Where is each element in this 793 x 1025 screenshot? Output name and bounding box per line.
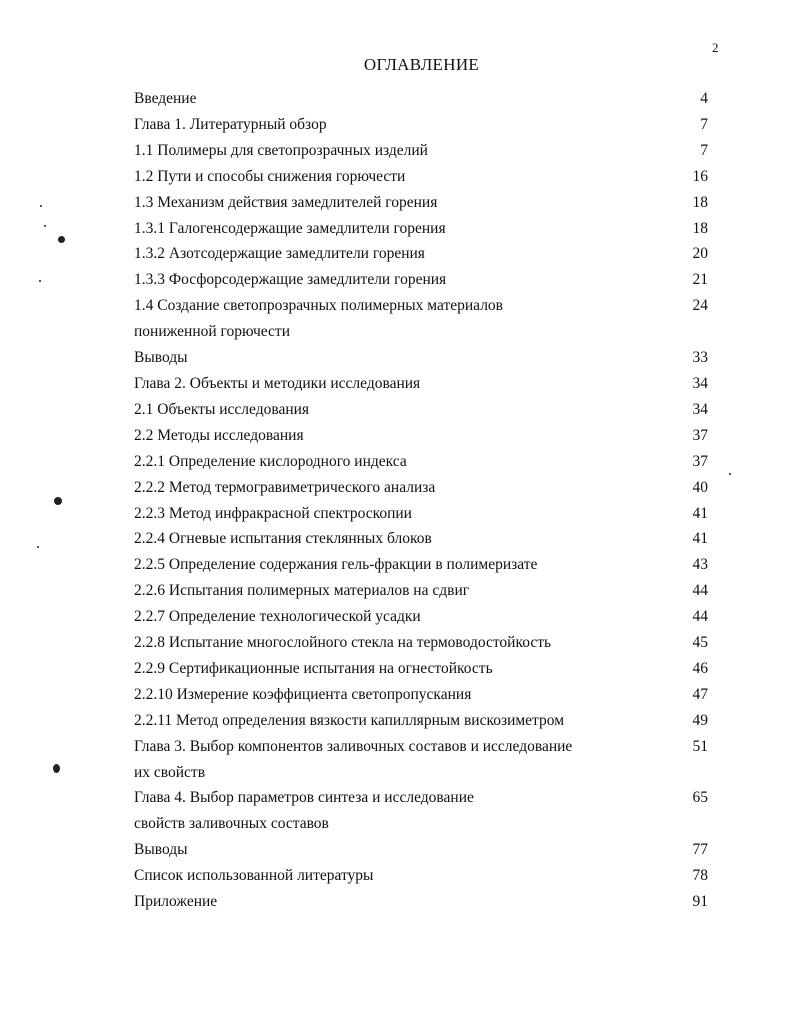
toc-entry-title <box>134 604 668 630</box>
toc-entry <box>134 423 708 449</box>
toc-entry-title-line: 2.2.7 Определение технологической усадки <box>134 608 421 626</box>
toc-entry-title-line: Глава 2. Объекты и методики исследования <box>134 374 421 392</box>
toc-list <box>134 86 708 915</box>
toc-entry-page-number: 33 <box>692 349 708 367</box>
page-number: 2 <box>712 40 719 55</box>
toc-entry-page-number: 24 <box>692 297 708 315</box>
toc-entry-page-number: 21 <box>692 271 708 289</box>
toc-entry-page-number: 46 <box>692 659 708 677</box>
toc-entry-title-line: пониженной горючести <box>134 323 290 341</box>
toc-entry-title-line: Список использованной литературы <box>134 867 374 885</box>
toc-entry-title <box>134 475 668 501</box>
toc-entry <box>134 216 708 242</box>
toc-entry <box>134 241 708 267</box>
toc-entry <box>134 863 708 889</box>
toc-entry-title <box>134 785 668 837</box>
toc-entry-title-line: 1.4 Создание светопрозрачных полимерных материалов <box>134 297 503 315</box>
toc-entry-title <box>134 734 668 786</box>
scan-speck <box>54 497 62 505</box>
toc-entry-page-number: 34 <box>692 400 708 418</box>
toc-entry-title-line: 2.2.9 Сертификационные испытания на огнестойкость <box>134 659 493 677</box>
toc-entry-title <box>134 190 668 216</box>
toc-entry-page-number: 18 <box>692 193 708 211</box>
toc-entry-page-number: 78 <box>692 867 708 885</box>
toc-entry-title <box>134 552 668 578</box>
toc-entry-title-line: 2.2.10 Измерение коэффициента светопропускания <box>134 685 472 703</box>
toc-entry-title-line: Глава 3. Выбор компонентов заливочных составов и исследование <box>134 737 573 755</box>
scan-speck <box>729 473 731 475</box>
toc-entry-title-line: 2.2.2 Метод термогравиметрического анализа <box>134 478 436 496</box>
toc-entry-title-line: 2.1 Объекты исследования <box>134 400 310 418</box>
toc-entry-title <box>134 449 668 475</box>
toc-entry-page-number: 18 <box>692 219 708 237</box>
scan-speck <box>58 236 65 243</box>
toc-entry-page-number: 37 <box>692 426 708 444</box>
toc-entry <box>134 86 708 112</box>
toc-entry-title <box>134 345 668 371</box>
toc-entry-title-line: 2.2.4 Огневые испытания стеклянных блоков <box>134 530 432 548</box>
toc-entry-title-line: 2.2.3 Метод инфракрасной спектроскопии <box>134 504 412 522</box>
toc-entry-title-line: 1.3.1 Галогенсодержащие замедлители горения <box>134 219 446 237</box>
toc-entry-title <box>134 293 668 345</box>
toc-entry-title <box>134 708 668 734</box>
toc-entry-page-number: 91 <box>692 893 708 911</box>
toc-entry <box>134 449 708 475</box>
toc-entry-title-line: Приложение <box>134 893 218 911</box>
toc-entry-page-number: 49 <box>692 711 708 729</box>
toc-entry-page-number: 20 <box>692 245 708 263</box>
toc-entry <box>134 656 708 682</box>
toc-entry-page-number: 16 <box>692 167 708 185</box>
toc-entry-title <box>134 216 668 242</box>
toc-entry <box>134 785 708 837</box>
toc-entry <box>134 708 708 734</box>
toc-entry-page-number: 7 <box>700 115 708 133</box>
toc-entry-title-line: 1.2 Пути и способы снижения горючести <box>134 167 406 185</box>
toc-entry-page-number: 4 <box>700 90 708 107</box>
toc-entry-title-line: Выводы <box>134 841 188 859</box>
scan-speck <box>53 764 60 773</box>
toc-entry <box>134 112 708 138</box>
toc-entry-title-line: 2.2.11 Метод определения вязкости капиллярным вискозиметром <box>134 711 565 729</box>
toc-entry-title-line: Глава 1. Литературный обзор <box>134 115 327 133</box>
scan-speck <box>40 205 42 207</box>
toc-entry <box>134 630 708 656</box>
toc-entry-title <box>134 630 668 656</box>
toc-entry-title <box>134 837 668 863</box>
toc-entry <box>134 734 708 786</box>
toc-entry <box>134 889 708 915</box>
scan-speck <box>37 546 39 548</box>
toc-entry-title-line: 2.2.1 Определение кислородного индекса <box>134 452 407 470</box>
toc-entry-title-line: 2.2.8 Испытание многослойного стекла на термоводостойкость <box>134 634 552 652</box>
toc-entry <box>134 578 708 604</box>
toc-entry <box>134 552 708 578</box>
toc-entry-page-number: 44 <box>692 582 708 600</box>
toc-entry <box>134 475 708 501</box>
toc-entry <box>134 138 708 164</box>
toc-entry-title <box>134 578 668 604</box>
toc-entry-page-number: 34 <box>692 374 708 392</box>
toc-entry-title <box>134 241 668 267</box>
toc-entry <box>134 267 708 293</box>
toc-entry-title <box>134 397 668 423</box>
toc-entry-title <box>134 656 668 682</box>
scan-speck <box>44 225 46 227</box>
toc-entry-page-number: 41 <box>692 530 708 548</box>
toc-entry-page-number: 44 <box>692 608 708 626</box>
toc-entry-title-line: их свойств <box>134 763 206 781</box>
toc-entry-title <box>134 501 668 527</box>
toc-entry-page-number: 37 <box>692 452 708 470</box>
toc-entry <box>134 682 708 708</box>
toc-entry <box>134 397 708 423</box>
toc-entry-title-line: 1.3 Механизм действия замедлителей горения <box>134 193 438 211</box>
toc-entry-title <box>134 889 668 915</box>
toc-entry-title-line: Выводы <box>134 349 188 367</box>
toc-entry-page-number: 51 <box>692 737 708 755</box>
toc-entry-title-line: Введение <box>134 90 197 107</box>
toc-entry <box>134 526 708 552</box>
toc-entry-title <box>134 138 668 164</box>
scan-speck <box>39 280 41 282</box>
toc-entry <box>134 345 708 371</box>
toc-entry-title-line: 1.3.2 Азотсодержащие замедлители горения <box>134 245 425 263</box>
toc-entry-page-number: 7 <box>700 141 708 159</box>
toc-entry-title <box>134 267 668 293</box>
toc-entry-page-number: 41 <box>692 504 708 522</box>
toc-entry-title-line: 2.2.6 Испытания полимерных материалов на сдвиг <box>134 582 470 600</box>
toc-entry <box>134 371 708 397</box>
toc-title: ОГЛАВЛЕНИЕ <box>363 55 480 74</box>
toc-entry-title-line: 2.2.5 Определение содержания гель-фракции в полимеризате <box>134 556 538 574</box>
toc-entry-title-line: 1.3.3 Фосфорсодержащие замедлители горения <box>134 271 447 289</box>
toc-entry-page-number: 77 <box>692 841 708 859</box>
toc-entry-title-line: свойств заливочных составов <box>134 815 329 833</box>
toc-entry <box>134 293 708 345</box>
toc-entry-title <box>134 863 668 889</box>
toc-entry-page-number: 40 <box>692 478 708 496</box>
toc-entry-title <box>134 86 668 112</box>
toc-entry-page-number: 45 <box>692 634 708 652</box>
toc-entry-title <box>134 112 668 138</box>
toc-entry-title <box>134 682 668 708</box>
toc-entry-page-number: 47 <box>692 685 708 703</box>
toc-entry-title <box>134 423 668 449</box>
toc-entry-page-number: 65 <box>692 789 708 807</box>
toc-entry <box>134 604 708 630</box>
toc-entry-title <box>134 164 668 190</box>
toc-entry-title <box>134 526 668 552</box>
toc-entry-page-number: 43 <box>692 556 708 574</box>
toc-entry-title <box>134 371 668 397</box>
toc-entry <box>134 837 708 863</box>
toc-entry-title-line: 1.1 Полимеры для светопрозрачных изделий <box>134 141 428 159</box>
toc-entry-title-line: 2.2 Методы исследования <box>134 426 304 444</box>
toc-entry <box>134 164 708 190</box>
toc-entry <box>134 501 708 527</box>
toc-entry <box>134 190 708 216</box>
toc-entry-title-line: Глава 4. Выбор параметров синтеза и исследование <box>134 789 474 807</box>
